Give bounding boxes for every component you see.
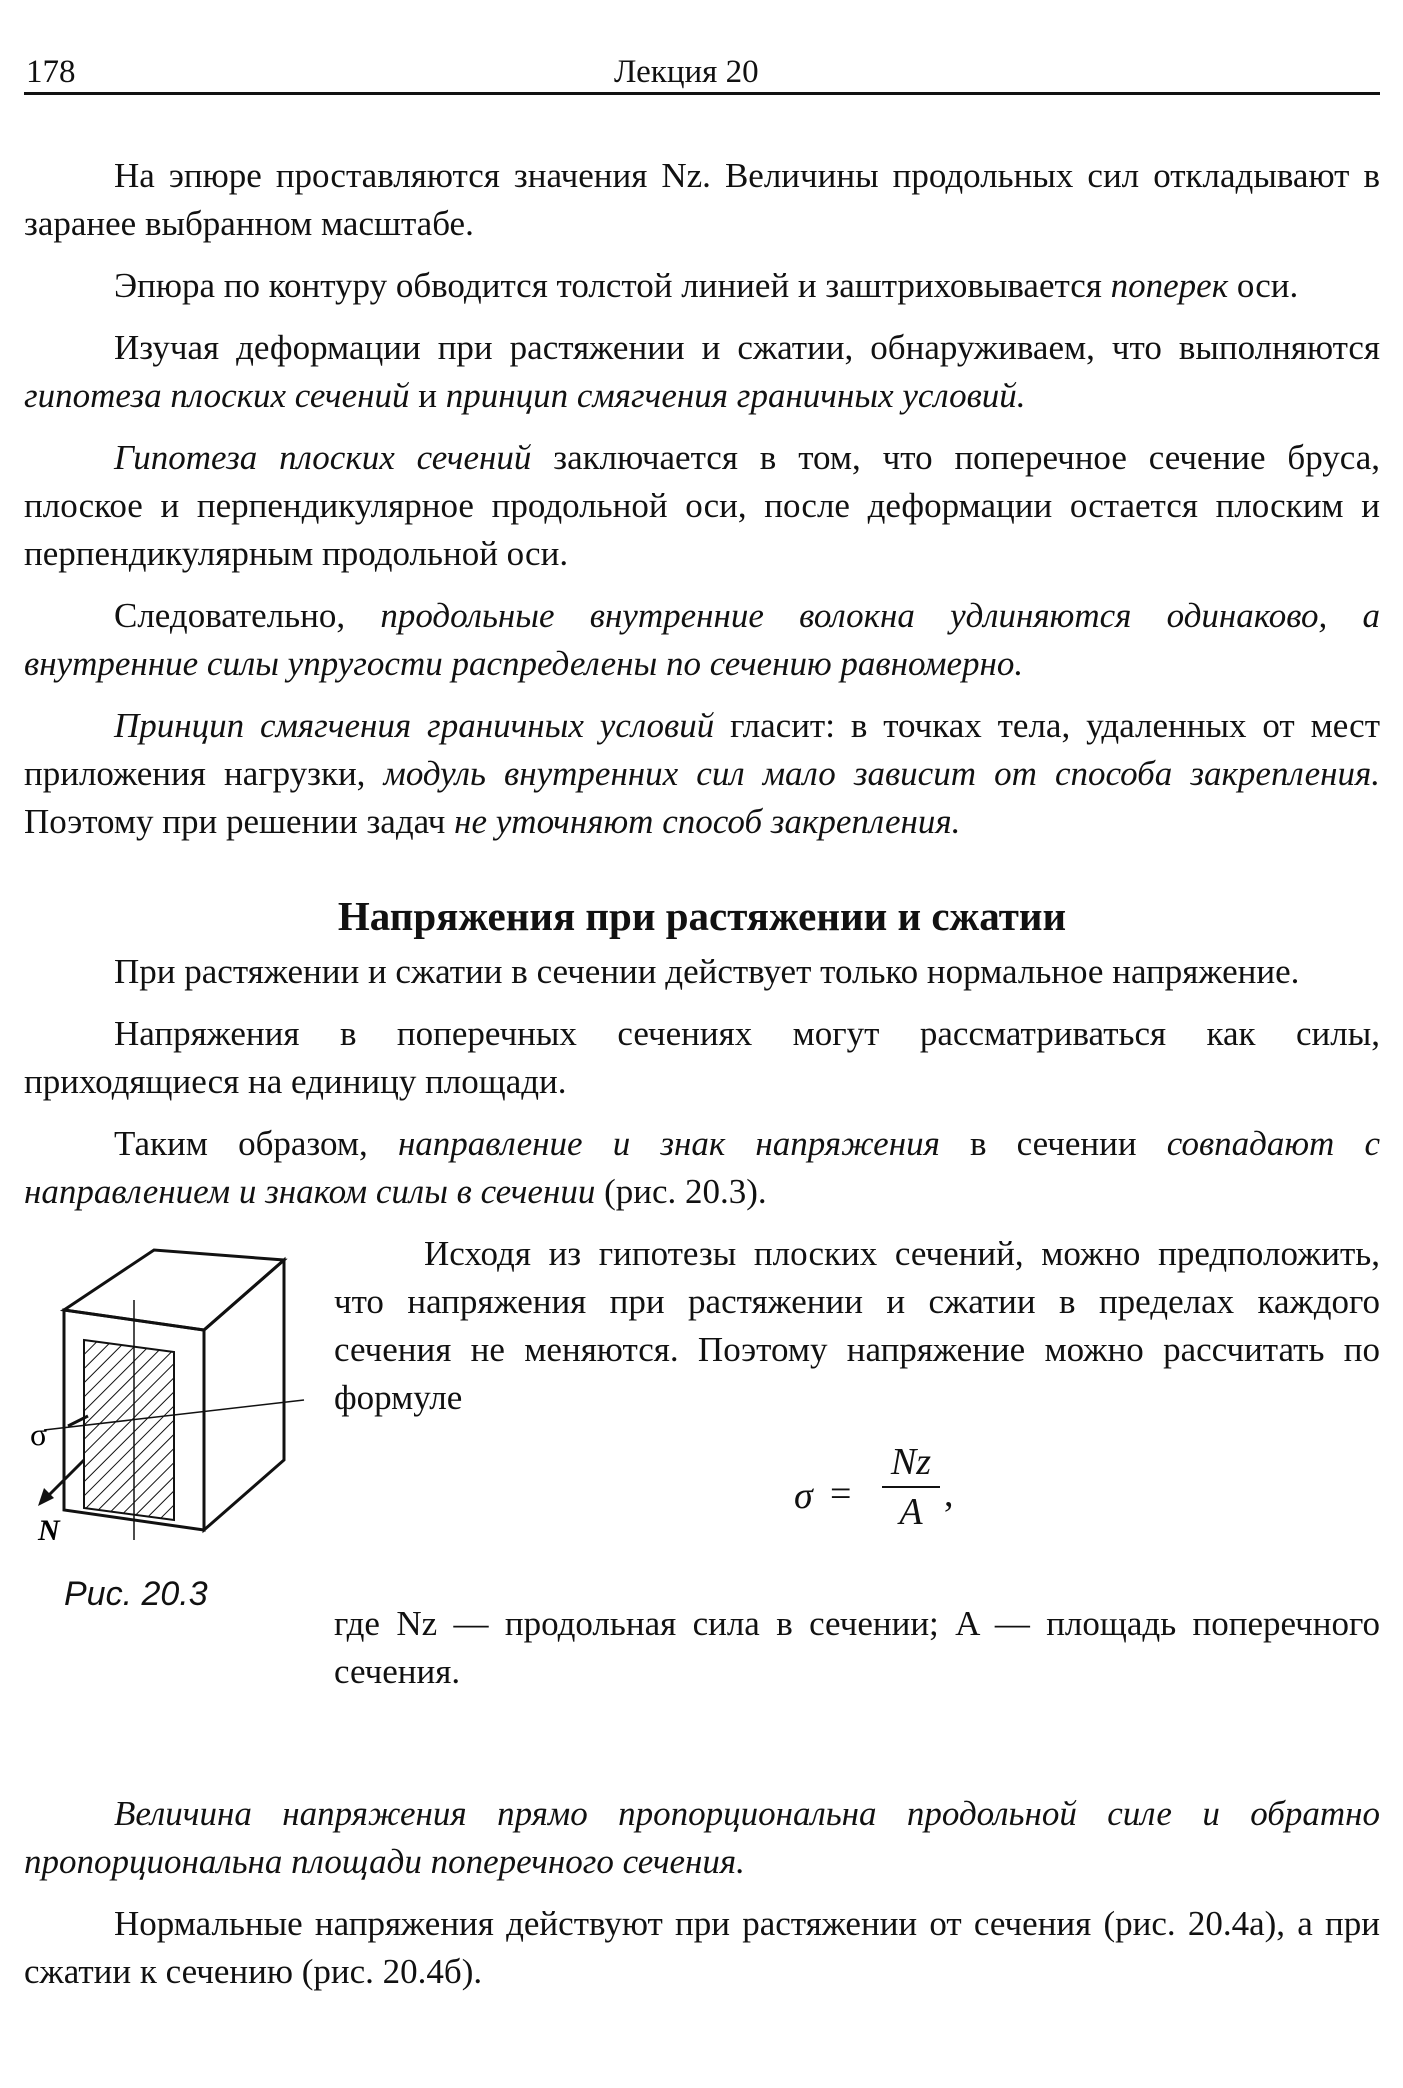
paragraph-text: Изучая деформации при растяжении и сжатии, обнаруживаем, что выполняются <box>114 328 1380 367</box>
emphasis: не уточняют способ закрепления. <box>454 802 961 841</box>
fraction-bar <box>882 1486 940 1488</box>
paragraph <box>24 1790 1380 1886</box>
figure-caption: Рис. 20.3 <box>64 1575 208 1613</box>
page-header <box>24 48 1380 95</box>
formula-numerator: Nz <box>890 1441 932 1483</box>
paragraph-text: Следовательно, <box>114 596 381 635</box>
emphasis: принцип смягчения граничных условий. <box>445 376 1026 415</box>
emphasis: модуль внутренних сил мало зависит от способа закрепления. <box>383 754 1380 793</box>
figure-side-text <box>334 1230 1380 1422</box>
emphasis: поперек <box>1110 266 1229 305</box>
paragraph-text: Эпюра по контуру обводится толстой линией и заштриховывается <box>114 266 1111 305</box>
formula-denominator: A <box>899 1491 923 1533</box>
emphasis: Принцип смягчения граничных условий <box>114 706 715 745</box>
book-page <box>24 0 1380 2088</box>
paragraph <box>24 592 1380 688</box>
paragraph-text: оси. <box>1228 266 1299 305</box>
emphasis: Величина напряжения прямо пропорциональна продольной силе и обратно пропорциональна площади поперечного сечения. <box>24 1794 1380 1881</box>
paragraph <box>24 948 1380 996</box>
paragraph-text: заключается в том, что поперечное сечение бруса, плоское и перпендикулярное продольной оси, после деформации остается плоским и перпендикулярным продольной оси. <box>24 438 1380 573</box>
figure-block <box>24 1230 1380 1790</box>
paragraph-text: и <box>409 376 446 415</box>
paragraph <box>24 324 1380 420</box>
paragraph-text: гласит: в точках тела, удаленных от мест приложения нагрузки, <box>24 706 1380 793</box>
page-number: 178 <box>26 54 76 90</box>
formula-lhs: σ <box>794 1475 813 1517</box>
cube-right-face <box>204 1260 284 1530</box>
formula-fraction <box>882 1440 940 1534</box>
paragraph <box>24 1120 1380 1216</box>
paragraph-text: Таким образом, <box>114 1124 398 1163</box>
paragraph-text: в сечении <box>939 1124 1167 1163</box>
emphasis: совпадают с направлением и знаком силы в сечении <box>24 1124 1380 1211</box>
paragraph-text: где Nz — продольная сила в сечении; A — площадь поперечного сечения. <box>334 1604 1380 1691</box>
paragraph <box>24 702 1380 846</box>
formula-equals: = <box>830 1473 852 1515</box>
paragraph-text: Исходя из гипотезы плоских сечений, можно предположить, что напряжения при растяжении и сжатии в пределах каждого сечения не меняются. Поэтому напряжение можно рассчитать по формуле <box>334 1234 1380 1417</box>
cube-section-figure <box>24 1230 324 1550</box>
formula-comma: , <box>944 1473 954 1515</box>
paragraph <box>24 152 1380 248</box>
section-heading: Напряжения при растяжении и сжатии <box>337 893 1067 939</box>
paragraph <box>24 434 1380 578</box>
emphasis: направление и знак напряжения <box>397 1124 940 1163</box>
force-label: N <box>38 1514 60 1547</box>
page-body <box>24 152 1380 2010</box>
paragraph <box>24 1900 1380 1996</box>
paragraph-text: Поэтому при решении задач <box>24 802 455 841</box>
running-title: Лекция 20 <box>614 54 759 90</box>
paragraph <box>334 1600 1380 1696</box>
paragraph-text: При растяжении и сжатии в сечении действует только нормальное напряжение. <box>114 952 1300 991</box>
sigma-label: σ <box>30 1416 48 1452</box>
hatched-section <box>84 1340 174 1520</box>
paragraph-text: Напряжения в поперечных сечениях могут рассматриваться как силы, приходящиеся на единицу площади. <box>24 1014 1380 1101</box>
paragraph <box>334 1230 1380 1422</box>
paragraph-text: На эпюре проставляются значения Nz. Величины продольных сил откладывают в заранее выбранном масштабе. <box>24 156 1380 243</box>
emphasis: гипотеза плоских сечений <box>24 376 410 415</box>
stress-formula <box>794 1440 994 1540</box>
paragraph <box>24 262 1380 310</box>
paragraph-text: (рис. 20.3). <box>595 1172 767 1211</box>
paragraph-text: Нормальные напряжения действуют при растяжении от сечения (рис. 20.4а), а при сжатии к сечению (рис. 20.4б). <box>24 1904 1380 1991</box>
emphasis: продольные внутренние волокна удлиняются одинаково, а внутренние силы упругости распределены по сечению равномерно. <box>24 596 1381 683</box>
paragraph <box>24 1010 1380 1106</box>
emphasis: Гипотеза плоских сечений <box>114 438 532 477</box>
